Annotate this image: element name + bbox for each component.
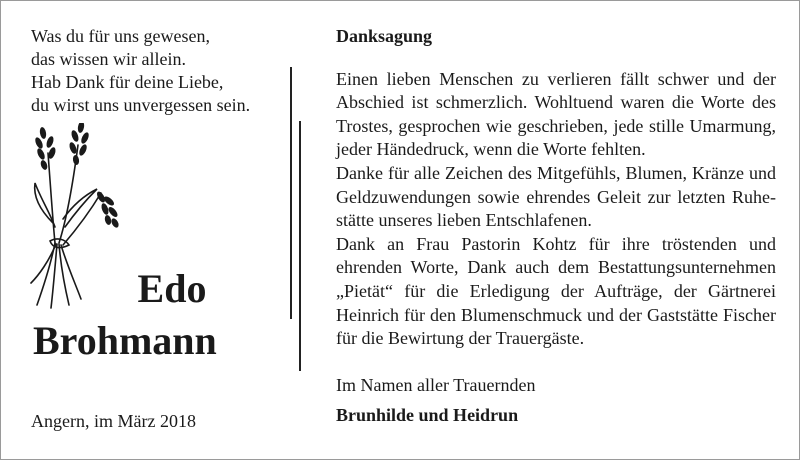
text-line: Heinrich für den Blumenschmuck und der Gaststätte Fischer <box>336 304 776 325</box>
thanks-paragraph <box>336 68 776 162</box>
text-line: Trostes, gesprochen wie geschrieben, jede stille Umarmung, <box>336 115 776 136</box>
divider-line <box>290 67 292 319</box>
poem-line: Was du für uns gewesen, <box>31 26 211 46</box>
text-line: Abschied ist schmerzlich. Wohltuend waren die Worte des <box>336 92 776 113</box>
divider-line <box>299 121 301 371</box>
poem-line: Hab Dank für deine Liebe, <box>31 72 224 92</box>
memorial-poem <box>31 25 250 117</box>
text-line: jeder Händedruck, wenn die Worte fehlten. <box>336 139 646 160</box>
place-and-date: Angern, im März 2018 <box>31 411 196 431</box>
notice-heading: Danksagung <box>336 26 433 46</box>
text-line: ehrenden Worte, Dank auch dem Bestattungsunternehmen <box>336 257 776 278</box>
deceased-name <box>31 263 271 367</box>
thanks-paragraph <box>336 162 776 233</box>
text-line: Einen lieben Menschen zu verlieren fällt schwer und der <box>336 68 776 89</box>
text-line: Geldzuwendungen sowie ehrendes Geleit zur letzten Ruhe- <box>336 186 776 207</box>
deceased-first-name: Edo <box>137 266 207 311</box>
thanks-section <box>336 25 776 428</box>
poem-line: du wirst uns unvergessen sein. <box>31 95 251 115</box>
text-line: „Pietät“ für die Erledigung der Aufträge, der Gärtnerei <box>336 280 776 301</box>
text-line: für die Bewirtung der Trauergäste. <box>336 328 585 349</box>
poem-line: das wissen wir allein. <box>31 49 186 69</box>
text-line: Danke für alle Zeichen des Mitgefühls, Blumen, Kränze und <box>336 162 776 183</box>
signers: Brunhilde und Heidrun <box>336 405 519 426</box>
text-line: Dank an Frau Pastorin Kohtz für ihre tröstenden und <box>336 233 776 254</box>
thanks-paragraph <box>336 233 776 351</box>
deceased-last-name: Brohmann <box>33 318 217 363</box>
text-line: stätte unseres lieben Entschlafenen. <box>336 210 592 231</box>
closing-line: Im Namen aller Trauernden <box>336 374 536 395</box>
